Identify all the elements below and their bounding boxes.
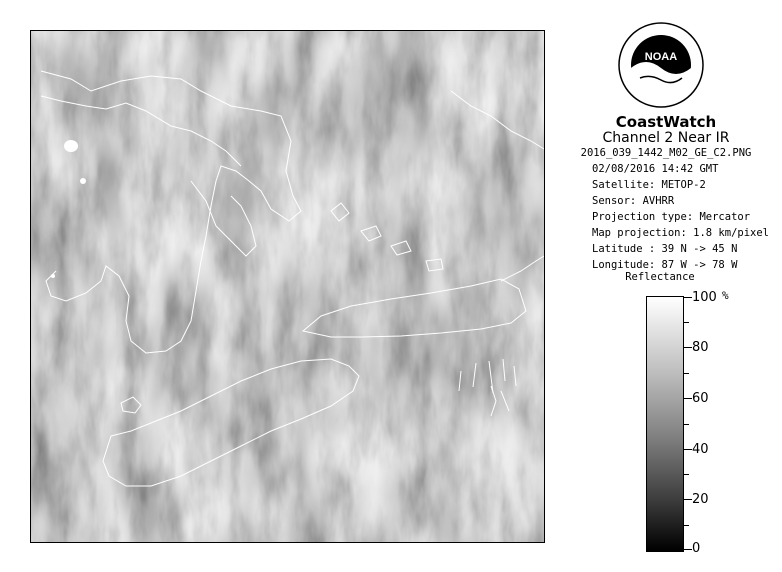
satellite-image-svg <box>31 31 544 542</box>
colorbar-tick <box>683 474 689 475</box>
colorbar-tick <box>683 499 692 500</box>
noaa-logo <box>618 22 704 108</box>
channel-title: Channel 2 Near IR <box>602 130 730 146</box>
colorbar-label: 20 <box>692 492 709 507</box>
date-time-label: 02/08/2016 14:42 GMT <box>592 163 719 175</box>
satellite-label: Satellite: METOP-2 <box>592 179 706 191</box>
colorbar-label: 80 <box>692 340 709 355</box>
reflectance-colorbar <box>646 296 684 552</box>
map-projection-label: Map projection: 1.8 km/pixel <box>592 227 770 239</box>
organization-title: CoastWatch <box>615 113 717 131</box>
legend-title: Reflectance <box>625 271 695 283</box>
filename-label: 2016_039_1442_M02_GE_C2.PNG <box>580 147 752 159</box>
longitude-label: Longitude: 87 W -> 78 W <box>592 259 738 271</box>
satellite-image <box>30 30 545 543</box>
colorbar-tick <box>683 347 692 348</box>
colorbar-tick <box>683 449 692 450</box>
logo-text: NOAA <box>644 51 678 63</box>
colorbar-label: 100 <box>692 290 717 305</box>
colorbar-label: 40 <box>692 442 709 457</box>
colorbar-tick <box>683 424 689 425</box>
colorbar-tick <box>683 525 689 526</box>
colorbar-label: 60 <box>692 391 709 406</box>
colorbar-tick <box>683 373 689 374</box>
colorbar-tick <box>683 398 692 399</box>
colorbar-tick <box>683 297 692 298</box>
colorbar-tick <box>683 322 689 323</box>
legend-unit: % <box>722 289 729 302</box>
colorbar-tick <box>683 549 692 550</box>
sensor-label: Sensor: AVHRR <box>592 195 675 207</box>
projection-type-label: Projection type: Mercator <box>592 211 751 223</box>
colorbar-label: 0 <box>692 541 701 556</box>
latitude-label: Latitude : 39 N -> 45 N <box>592 243 738 255</box>
